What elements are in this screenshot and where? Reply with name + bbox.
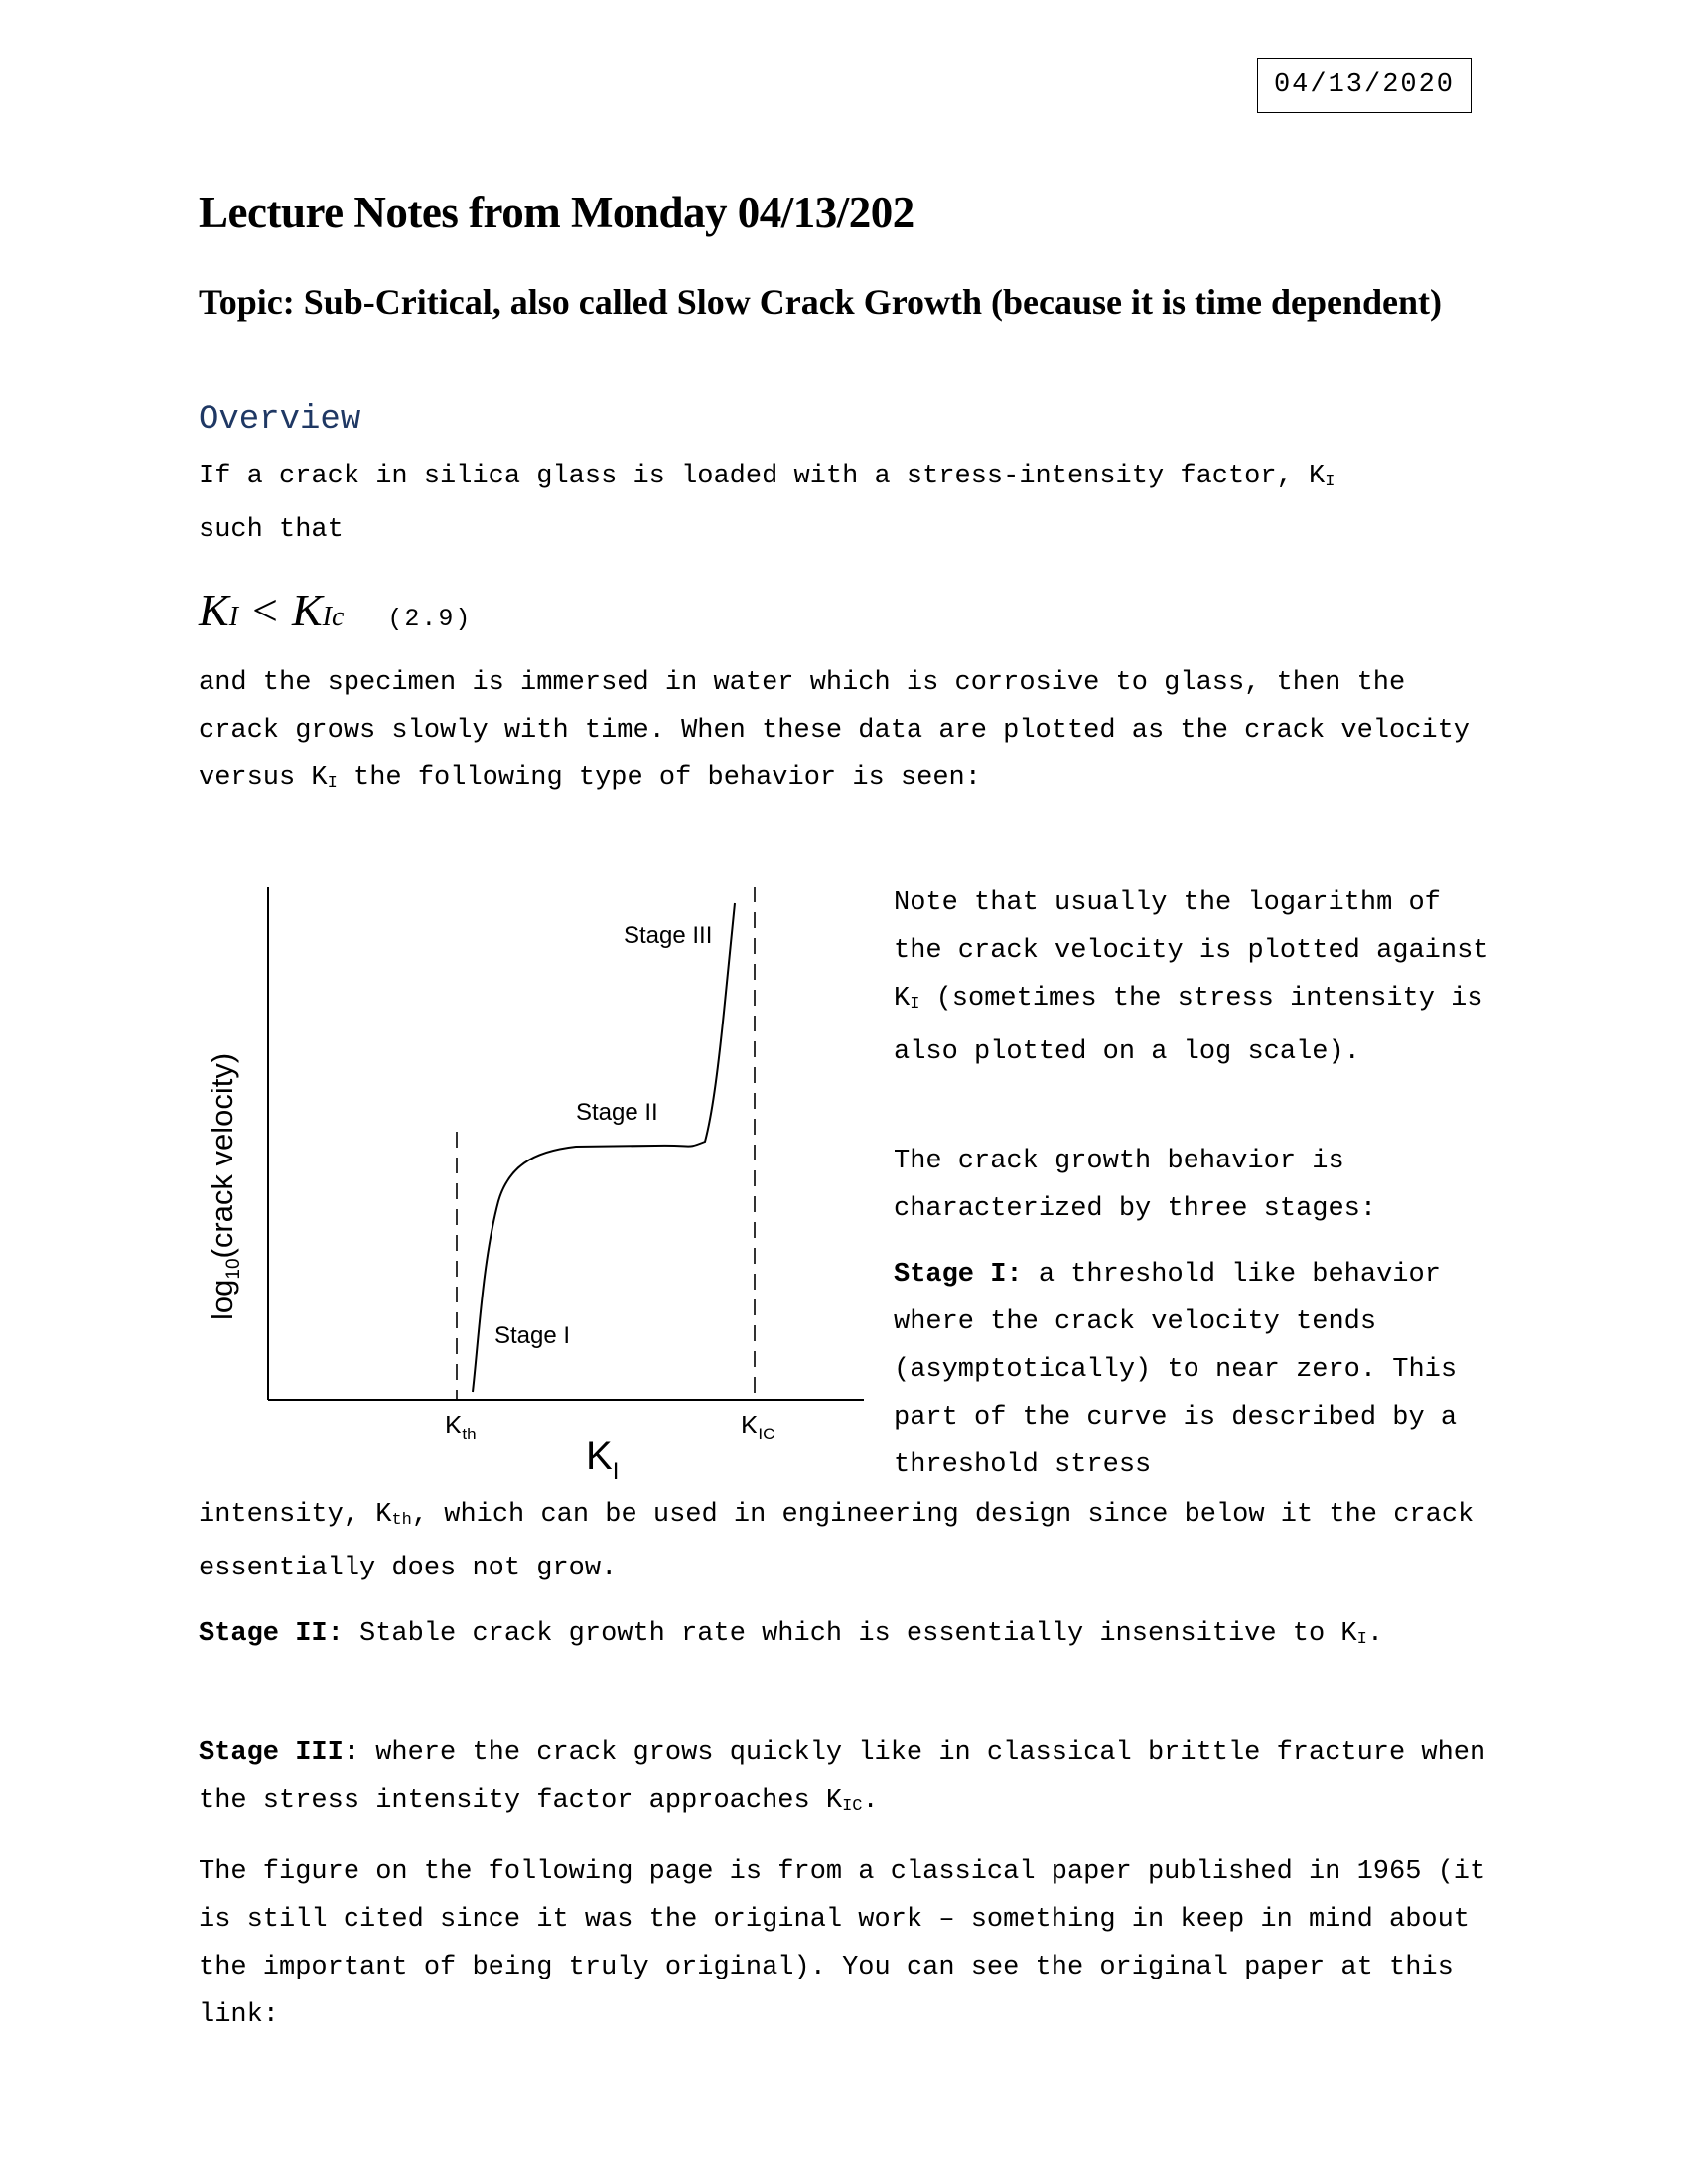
kth-tick-label: $K_{th}$ — [445, 1410, 477, 1443]
date-box: 04/13/2020 — [1257, 58, 1472, 113]
equation-2-9: K I < K Ic (2.9) — [199, 585, 473, 635]
overview-heading: Overview — [199, 401, 361, 439]
stage-2-label: Stage II — [576, 1099, 658, 1126]
side-note-three-stages: The crack growth behavior is characterized by three stages: — [894, 1147, 1377, 1224]
stage-3-description: Stage III: where the crack grows quickly like in classical brittle fracture when the stress intensity factor approaches KIC. — [199, 1738, 1502, 1816]
stage-1-continuation: intensity, Kth, which can be used in engineering design since below it the crack essentially does not grow. — [199, 1500, 1490, 1583]
stage-2-description: Stage II: Stable crack growth rate which is essentially insensitive to KI. — [199, 1619, 1384, 1649]
x-axis-label: $K_I$ — [586, 1434, 620, 1485]
intro-paragraph: If a crack in silica glass is loaded with a stress-intensity factor, KI such that — [199, 462, 1336, 545]
stage-1-description: Stage I: a threshold like behavior where the crack velocity tends (asymptotically) to near zero. This part of the curve is described by a threshold stress — [894, 1260, 1458, 1480]
equation-number: (2.9) — [387, 605, 473, 633]
y-axis-label: $\log_{10}(crack$ velocity) — [205, 1052, 244, 1320]
stage-1-label: Stage I — [494, 1322, 571, 1349]
stage-3-label: Stage III — [624, 922, 713, 949]
crack-velocity-curve — [473, 903, 735, 1392]
crack-growth-figure — [189, 874, 884, 1489]
side-note-log-scale: Note that usually the logarithm of the crack velocity is plotted against KI (sometimes the stress intensity is also plotted on a log scale). — [894, 888, 1489, 1067]
kic-tick-label: $K_{IC}$ — [741, 1410, 775, 1443]
topic-heading: Topic: Sub-Critical, also called Slow Crack Growth (because it is time dependent) — [199, 282, 1442, 322]
closing-paragraph: The figure on the following page is from a classical paper published in 1965 (it is still cited since it was the original work – something in keep in mind about the important of being truly original). You can see the original paper at this link: — [199, 1857, 1502, 2030]
behavior-paragraph: and the specimen is immersed in water which is corrosive to glass, then the crack grows slowly with time. When these data are plotted as the crack velocity versus KI the following type of behavior is seen: — [199, 668, 1486, 793]
page-title: Lecture Notes from Monday 04/13/202 — [199, 188, 914, 237]
